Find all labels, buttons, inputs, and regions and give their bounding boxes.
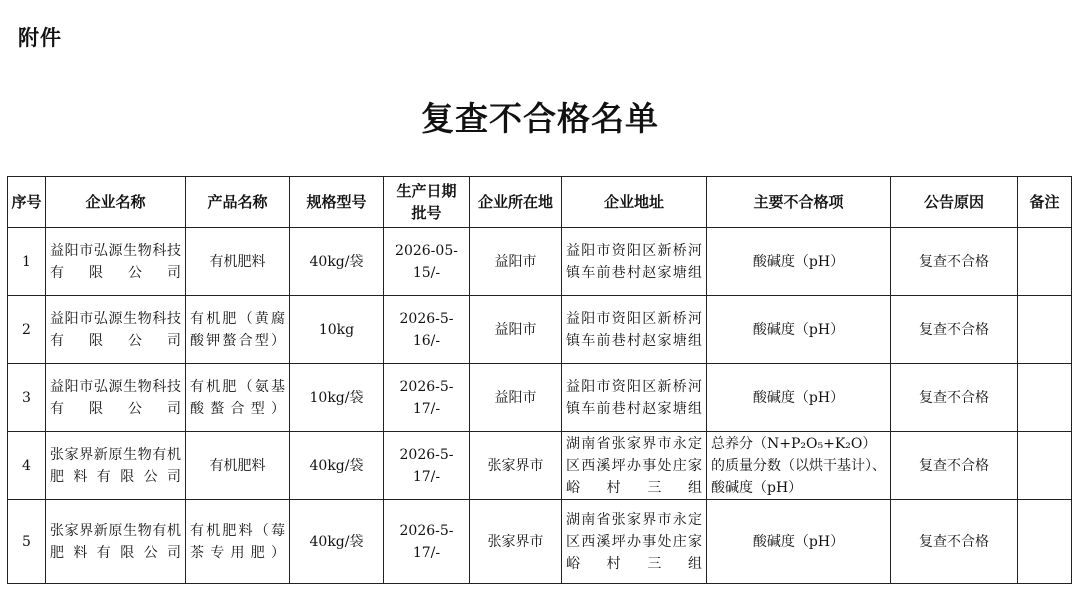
column-header-company: 企业名称 xyxy=(46,177,186,228)
table-row xyxy=(8,432,1072,500)
table-row xyxy=(8,364,1072,432)
cell-no: 1 xyxy=(8,228,46,296)
cell-note xyxy=(1018,364,1072,432)
cell-product: 有机肥料 xyxy=(186,432,290,500)
table-row xyxy=(8,500,1072,584)
cell-no: 3 xyxy=(8,364,46,432)
table-row xyxy=(8,228,1072,296)
cell-address: 湖南省张家界市永定区西溪坪办事处庄家峪村三组 xyxy=(562,500,707,584)
cell-location: 益阳市 xyxy=(470,228,562,296)
column-header-address: 企业地址 xyxy=(562,177,707,228)
cell-reason: 复查不合格 xyxy=(891,228,1018,296)
cell-note xyxy=(1018,228,1072,296)
cell-date: 2026-5-17/- xyxy=(384,364,470,432)
table-row xyxy=(8,296,1072,364)
cell-location: 益阳市 xyxy=(470,364,562,432)
column-header-reason: 公告原因 xyxy=(891,177,1018,228)
cell-address: 益阳市资阳区新桥河镇车前巷村赵家塘组 xyxy=(562,296,707,364)
column-header-location: 企业所在地 xyxy=(470,177,562,228)
cell-location: 张家界市 xyxy=(470,432,562,500)
cell-item: 酸碱度（pH） xyxy=(707,500,891,584)
cell-product: 有机肥（黄腐酸钾螯合型） xyxy=(186,296,290,364)
cell-product: 有机肥（氨基酸螯合型） xyxy=(186,364,290,432)
cell-reason: 复查不合格 xyxy=(891,432,1018,500)
cell-company: 益阳市弘源生物科技有限公司 xyxy=(46,296,186,364)
cell-spec: 40kg/袋 xyxy=(290,500,384,584)
cell-date: 2026-5-17/- xyxy=(384,500,470,584)
column-header-note: 备注 xyxy=(1018,177,1072,228)
cell-location: 张家界市 xyxy=(470,500,562,584)
cell-address: 益阳市资阳区新桥河镇车前巷村赵家塘组 xyxy=(562,228,707,296)
cell-company: 益阳市弘源生物科技有限公司 xyxy=(46,364,186,432)
cell-date: 2026-5-16/- xyxy=(384,296,470,364)
cell-date: 2026-05-15/- xyxy=(384,228,470,296)
cell-company: 张家界新原生物有机肥料有限公司 xyxy=(46,432,186,500)
column-header-no: 序号 xyxy=(8,177,46,228)
attachment-label: 附件 xyxy=(18,26,62,50)
column-header-item: 主要不合格项 xyxy=(707,177,891,228)
cell-item: 总养分（N+P₂O₅+K₂O）的质量分数（以烘干基计）、酸碱度（pH） xyxy=(707,432,891,500)
cell-note xyxy=(1018,500,1072,584)
cell-address: 湖南省张家界市永定区西溪坪办事处庄家峪村三组 xyxy=(562,432,707,500)
cell-spec: 40kg/袋 xyxy=(290,432,384,500)
cell-product: 有机肥料 xyxy=(186,228,290,296)
cell-note xyxy=(1018,296,1072,364)
cell-reason: 复查不合格 xyxy=(891,296,1018,364)
cell-spec: 10kg xyxy=(290,296,384,364)
cell-location: 益阳市 xyxy=(470,296,562,364)
cell-item: 酸碱度（pH） xyxy=(707,228,891,296)
cell-item: 酸碱度（pH） xyxy=(707,364,891,432)
cell-spec: 40kg/袋 xyxy=(290,228,384,296)
cell-no: 2 xyxy=(8,296,46,364)
cell-company: 益阳市弘源生物科技有限公司 xyxy=(46,228,186,296)
cell-address: 益阳市资阳区新桥河镇车前巷村赵家塘组 xyxy=(562,364,707,432)
cell-no: 5 xyxy=(8,500,46,584)
cell-company: 张家界新原生物有机肥料有限公司 xyxy=(46,500,186,584)
page-title: 复查不合格名单 xyxy=(421,99,659,138)
cell-spec: 10kg/袋 xyxy=(290,364,384,432)
cell-no: 4 xyxy=(8,432,46,500)
column-header-spec: 规格型号 xyxy=(290,177,384,228)
cell-product: 有机肥料（莓茶专用肥） xyxy=(186,500,290,584)
column-header-date: 生产日期 批号 xyxy=(384,177,470,228)
failed-recheck-table xyxy=(7,176,1072,584)
cell-reason: 复查不合格 xyxy=(891,364,1018,432)
cell-item: 酸碱度（pH） xyxy=(707,296,891,364)
cell-note xyxy=(1018,432,1072,500)
cell-reason: 复查不合格 xyxy=(891,500,1018,584)
column-header-product: 产品名称 xyxy=(186,177,290,228)
cell-date: 2026-5-17/- xyxy=(384,432,470,500)
